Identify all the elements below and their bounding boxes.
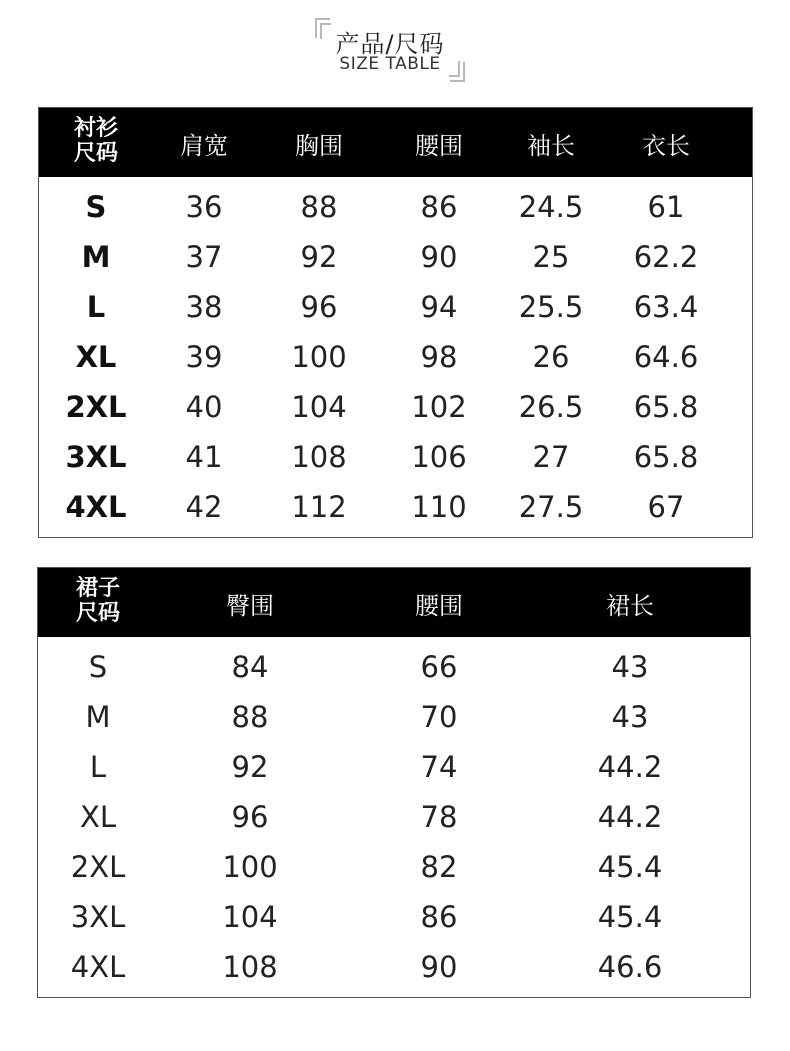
table-cell-value: 74	[420, 750, 458, 784]
table-cell-value: 86	[420, 900, 458, 934]
row-size-label: L	[86, 290, 106, 324]
row-size-label: 4XL	[65, 490, 127, 524]
table-cell-value: 41	[185, 440, 223, 474]
table-cell-value: 39	[185, 340, 223, 374]
column-header: 腰围	[415, 132, 463, 160]
table-cell-value: 112	[291, 490, 347, 524]
row-size-label: XL	[75, 340, 117, 374]
table-cell-value: 82	[420, 850, 458, 884]
table-cell-value: 63.4	[633, 290, 699, 324]
table-cell-value: 45.4	[597, 850, 663, 884]
table-cell-value: 70	[420, 700, 458, 734]
table-cell-value: 108	[222, 950, 278, 984]
table-cell-value: 90	[420, 950, 458, 984]
title-chinese: 产品/尺码	[335, 30, 445, 58]
row-size-label: S	[85, 190, 107, 224]
table-cell-value: 26	[532, 340, 570, 374]
table-cell-value: 66	[420, 650, 458, 684]
column-header: 腰围	[415, 592, 463, 620]
skirt-table-header	[38, 568, 750, 637]
table-cell-value: 62.2	[633, 240, 699, 274]
column-header: 袖长	[527, 132, 575, 160]
table-cell-value: 43	[611, 700, 649, 734]
table-cell-value: 86	[420, 190, 458, 224]
table-cell-value: 102	[411, 390, 467, 424]
column-header: 臀围	[226, 592, 274, 620]
table-cell-value: 43	[611, 650, 649, 684]
column-header: 胸围	[295, 132, 343, 160]
table-cell-value: 100	[222, 850, 278, 884]
table-cell-value: 38	[185, 290, 223, 324]
row-size-label: 4XL	[70, 950, 126, 984]
table-cell-value: 24.5	[518, 190, 584, 224]
row-size-label: L	[89, 750, 107, 784]
row-size-label: XL	[79, 800, 117, 834]
skirt-size-table	[37, 567, 751, 998]
header-size-line2: 尺码	[75, 601, 121, 626]
table-cell-value: 65.8	[633, 440, 699, 474]
table-cell-value: 94	[420, 290, 458, 324]
header-size-line1: 裙子	[75, 576, 121, 601]
table-cell-value: 26.5	[518, 390, 584, 424]
header-size-label	[76, 576, 120, 626]
table-cell-value: 25.5	[518, 290, 584, 324]
table-cell-value: 61	[647, 190, 685, 224]
table-cell-value: 44.2	[597, 750, 663, 784]
shirt-table-header	[39, 108, 752, 177]
table-cell-value: 96	[300, 290, 338, 324]
column-header: 肩宽	[180, 132, 228, 160]
column-header: 衣长	[642, 132, 690, 160]
table-cell-value: 37	[185, 240, 223, 274]
table-cell-value: 106	[411, 440, 467, 474]
table-cell-value: 44.2	[597, 800, 663, 834]
table-cell-value: 92	[300, 240, 338, 274]
header-size-label	[74, 116, 118, 166]
table-cell-value: 88	[300, 190, 338, 224]
shirt-size-table	[38, 107, 753, 538]
table-cell-value: 88	[231, 700, 269, 734]
table-cell-value: 84	[231, 650, 269, 684]
table-cell-value: 27.5	[518, 490, 584, 524]
row-size-label: M	[81, 240, 111, 274]
table-cell-value: 100	[291, 340, 347, 374]
header-size-line1: 衬衫	[73, 116, 119, 141]
table-cell-value: 64.6	[633, 340, 699, 374]
table-cell-value: 36	[185, 190, 223, 224]
table-cell-value: 27	[532, 440, 570, 474]
table-cell-value: 78	[420, 800, 458, 834]
size-table-title	[0, 0, 790, 90]
table-cell-value: 98	[420, 340, 458, 374]
row-size-label: M	[85, 700, 111, 734]
column-header: 裙长	[606, 592, 654, 620]
table-cell-value: 96	[231, 800, 269, 834]
table-cell-value: 67	[647, 490, 685, 524]
table-cell-value: 65.8	[633, 390, 699, 424]
title-english: SIZE TABLE	[339, 54, 441, 74]
row-size-label: 3XL	[70, 900, 126, 934]
row-size-label: 2XL	[70, 850, 126, 884]
header-size-line2: 尺码	[73, 141, 119, 166]
table-cell-value: 46.6	[597, 950, 663, 984]
table-cell-value: 108	[291, 440, 347, 474]
table-cell-value: 42	[185, 490, 223, 524]
table-cell-value: 92	[231, 750, 269, 784]
table-cell-value: 110	[411, 490, 467, 524]
corner-bracket-bottom-right	[450, 62, 465, 82]
table-cell-value: 40	[185, 390, 223, 424]
table-cell-value: 25	[532, 240, 570, 274]
row-size-label: 3XL	[65, 440, 127, 474]
row-size-label: S	[88, 650, 108, 684]
table-cell-value: 104	[291, 390, 347, 424]
row-size-label: 2XL	[65, 390, 127, 424]
table-cell-value: 45.4	[597, 900, 663, 934]
table-cell-value: 90	[420, 240, 458, 274]
table-cell-value: 104	[222, 900, 278, 934]
